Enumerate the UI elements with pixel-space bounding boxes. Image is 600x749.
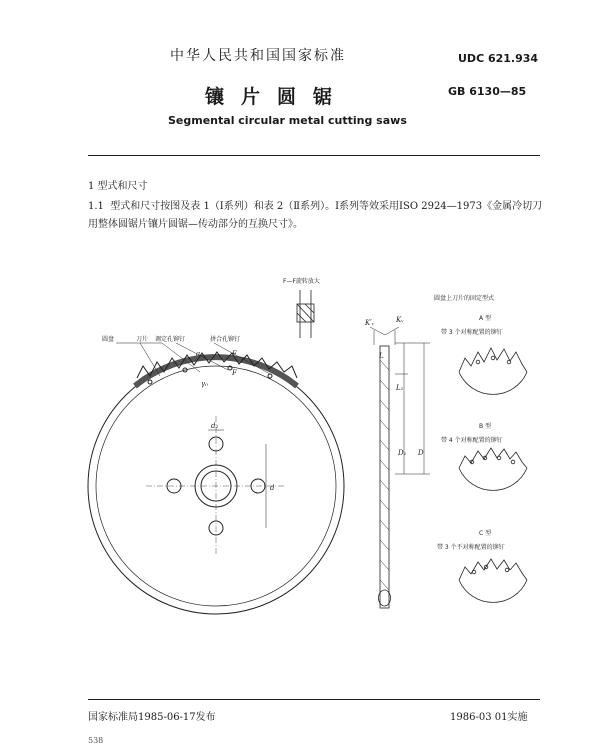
saw-disc [88,343,344,614]
type-a-desc: 带 3 个对称配置的铆钉 [441,329,503,336]
section-ff-title: F—F旋转放大 [283,278,320,285]
label-l: L [379,352,384,360]
paragraph-text: 型式和尺寸按图及表 1（Ⅰ系列）和表 2（Ⅱ系列）。Ⅰ系列等效采用ISO 2924—1973《金属冷切刀用整体圆锯片镶片圆锯—传动部分的互换尺寸》。 [88,201,543,230]
callout-joint-rivet: 拼合孔铆钉 [210,336,241,343]
section-ff-detail [297,290,314,338]
section-heading: 1 型式和尺寸 [88,181,148,192]
label-f-top: F [232,350,237,358]
label-f-bottom: F [232,369,237,377]
type-b-diagram [459,448,527,490]
gb-code: GB 6130—85 [448,85,527,98]
type-a-label: A 型 [479,315,492,322]
callout-adjust-rivet: 调定孔铆钉 [155,336,186,343]
segment-band [135,357,297,386]
type-b-desc: 带 4 个对称配置的铆钉 [441,437,503,444]
page-title-english: Segmental circular metal cutting saws [168,114,407,127]
paragraph-number: 1.1 [88,201,104,212]
fixing-types-title: 圆盘上刀片的固定型式 [434,295,495,302]
rivet [148,380,152,384]
label-big-d: D [418,449,424,457]
type-c-diagram [459,559,527,602]
rivet [268,374,272,378]
footer-divider [88,699,540,700]
label-d2: d₂ [211,422,219,430]
type-c-desc: 带 3 个不对称配置的铆钉 [437,544,505,551]
label-kv: Kᵥ [396,316,404,324]
label-d: d [270,484,275,492]
callout-disc: 圆盘 [102,336,115,343]
standard-header: 中华人民共和国国家标准 [170,48,346,64]
implementation-date: 1986-03 01实施 [450,712,528,723]
type-b-label: B 型 [479,423,492,430]
label-d1: D₁ [398,449,407,457]
callout-blade: 刀片 [136,336,149,343]
page-number: 538 [88,736,104,745]
label-a0: a₀ [196,350,203,358]
saw-side-view [370,327,430,608]
page-title: 镶片圆锯 [205,86,350,108]
label-kv-prime: K′ᵥ [365,319,375,327]
udc-code: UDC 621.934 [458,52,539,65]
type-a-diagram [459,348,527,394]
type-c-label: C 型 [479,530,492,537]
issue-date: 国家标准局1985-06-17发布 [88,712,216,723]
label-gamma: γ₀ [201,380,208,388]
label-l1: L₁ [396,384,404,392]
